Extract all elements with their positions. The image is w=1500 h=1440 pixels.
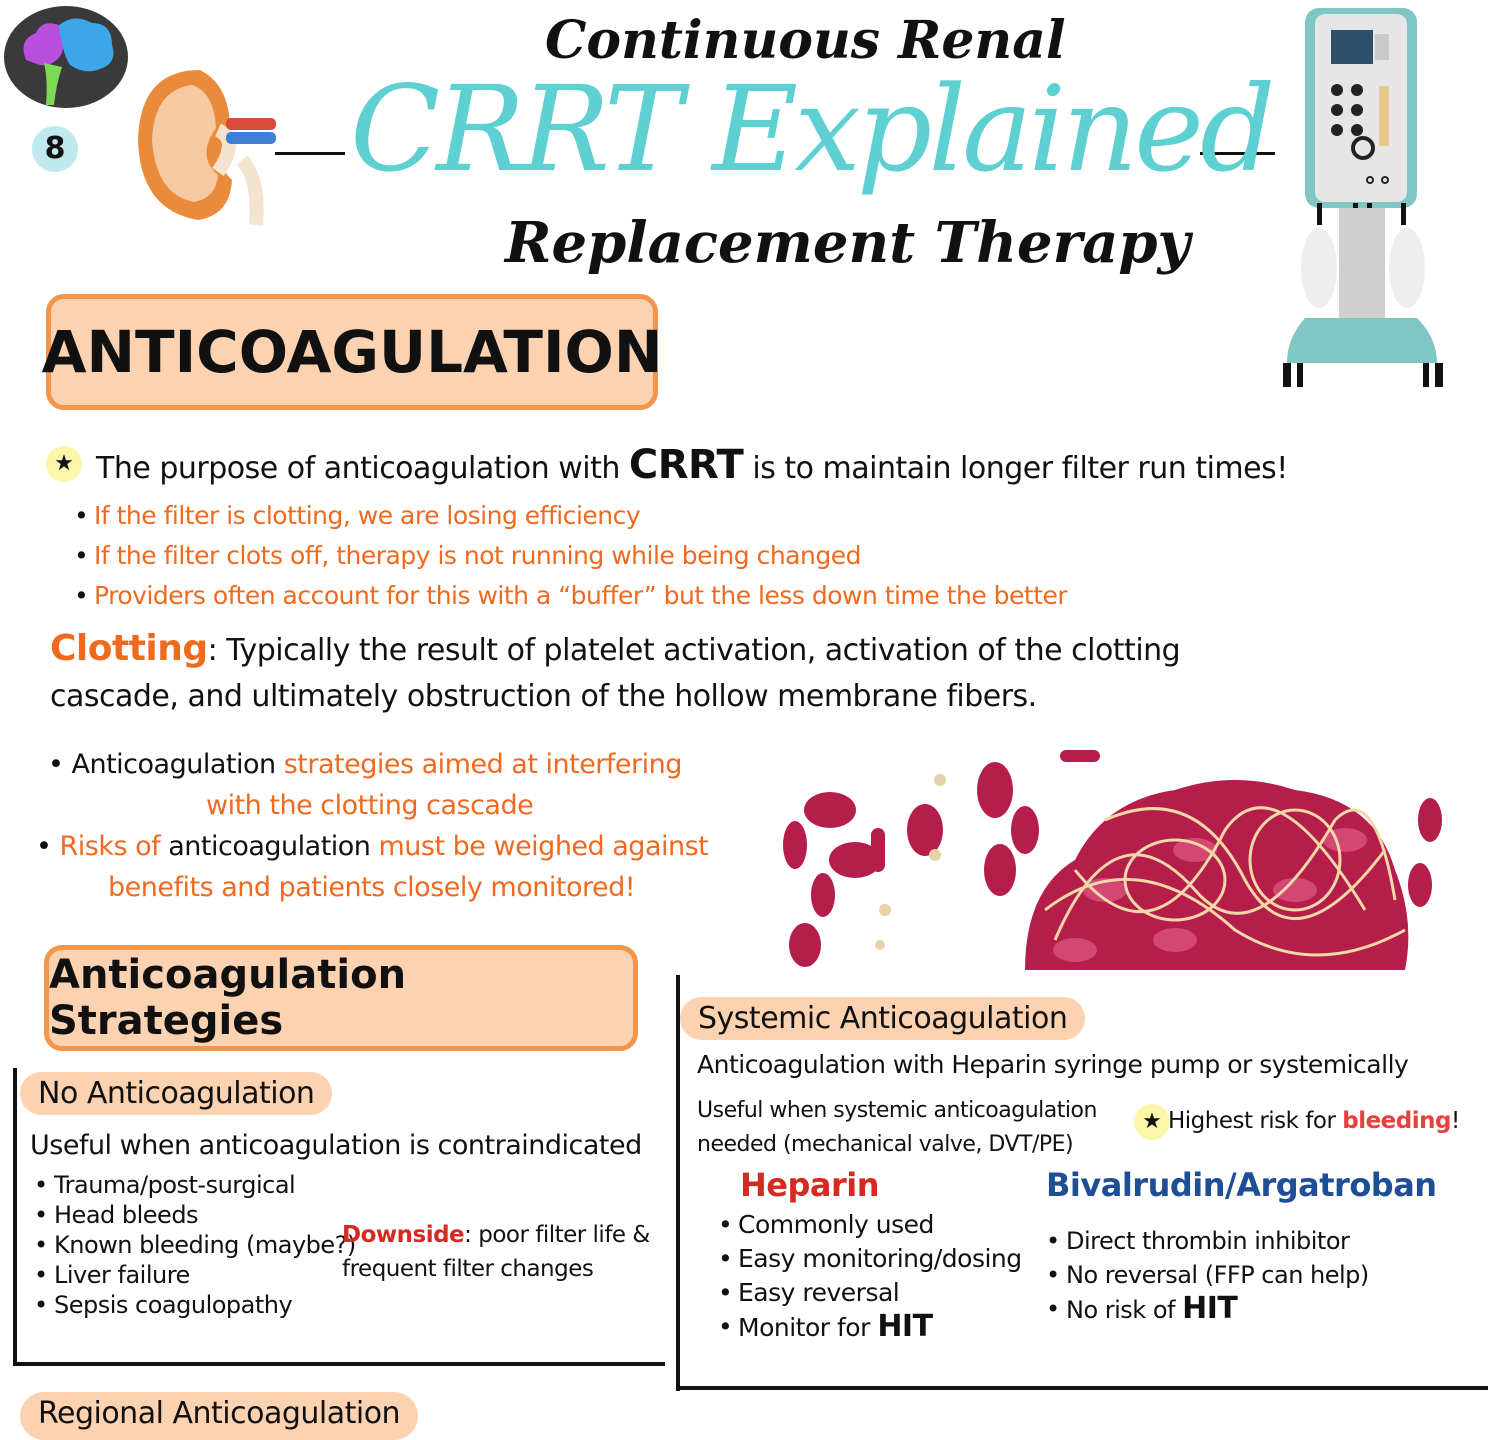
note-2-line-1: • Risks of anticoagulation must be weighed against: [36, 831, 709, 862]
list-item: • Head bleeds: [32, 1200, 356, 1230]
risk-text: Highest risk for: [1168, 1108, 1343, 1134]
page-number: 8: [32, 126, 78, 172]
list-item: [716, 1310, 1022, 1345]
purpose-text-after: is to maintain longer filter run times!: [743, 451, 1288, 486]
list-item: • No reversal (FFP can help): [1044, 1258, 1369, 1292]
systemic-border-bottom: [676, 1386, 1488, 1390]
list-item: • If the filter clots off, therapy is not running while being changed: [72, 536, 1067, 576]
downside-line-1: [342, 1218, 650, 1252]
no-anticoag-useful: Useful when anticoagulation is contraindicated: [30, 1130, 642, 1161]
list-item: • Commonly used: [716, 1208, 1022, 1242]
star-icon: ★: [46, 446, 82, 482]
note-1-black: Anticoagulation: [71, 749, 276, 780]
downside-note: [342, 1218, 650, 1286]
title-top-line: Continuous Renal: [545, 10, 1066, 71]
title-rule-left: [275, 152, 345, 155]
bival-title: Bivalrudin/Argatroban: [1046, 1166, 1437, 1204]
list-item: • Known bleeding (maybe?): [32, 1230, 356, 1260]
note-1-line-2: with the clotting cascade: [206, 790, 534, 821]
purpose-statement: [96, 442, 1288, 488]
kidney-illustration: [130, 60, 290, 230]
bival-last-prefix: No risk of: [1066, 1296, 1183, 1324]
risk-end: !: [1450, 1108, 1460, 1134]
heparin-list: [716, 1208, 1022, 1345]
risk-word: bleeding: [1342, 1108, 1451, 1134]
purpose-bullets: [72, 496, 1067, 616]
list-item: • Direct thrombin inhibitor: [1044, 1224, 1369, 1258]
list-item: • Trauma/post-surgical: [32, 1170, 356, 1200]
blood-clot-illustration: [775, 740, 1465, 975]
systemic-title: Systemic Anticoagulation: [680, 997, 1085, 1040]
note-1-line-1: • Anticoagulation strategies aimed at interfering: [48, 749, 682, 780]
strategy-notes: [36, 744, 709, 908]
downside-label: Downside: [342, 1222, 465, 1248]
clotting-term: Clotting: [50, 628, 208, 669]
clotting-text-1: Typically the result of platelet activation, activation of the clotting: [217, 633, 1181, 668]
next-section-title-partial: Regional Anticoagulation: [20, 1392, 418, 1440]
crrt-machine-illustration: [1275, 8, 1450, 393]
systemic-line-1: Anticoagulation with Heparin syringe pump or systemically: [697, 1050, 1409, 1079]
systemic-useful-line-2: needed (mechanical valve, DVT/PE): [697, 1132, 1074, 1157]
note-2-orange-b: must be weighed against: [370, 831, 709, 862]
heparin-last-prefix: Monitor for: [738, 1313, 878, 1342]
clotting-colon: :: [207, 633, 218, 668]
list-item: • Liver failure: [32, 1260, 356, 1290]
list-item: • Easy reversal: [716, 1276, 1022, 1310]
no-anticoag-border-bottom: [13, 1362, 665, 1366]
list-item: • Sepsis coagulopathy: [32, 1290, 356, 1320]
heparin-hit: HIT: [877, 1309, 933, 1344]
bleeding-risk-note: [1168, 1108, 1460, 1134]
clotting-line-2: cascade, and ultimately obstruction of the hollow membrane fibers.: [50, 679, 1037, 714]
list-item: • Easy monitoring/dosing: [716, 1242, 1022, 1276]
star-icon: ★: [1134, 1104, 1170, 1140]
downside-text-1: : poor filter life &: [464, 1222, 650, 1248]
purpose-crrt: CRRT: [628, 442, 744, 488]
bival-hit: HIT: [1182, 1291, 1238, 1326]
note-2-black: anticoagulation: [168, 831, 371, 862]
section-heading-anticoagulation: ANTICOAGULATION: [46, 294, 658, 410]
title-bottom-line: Replacement Therapy: [505, 210, 1191, 276]
list-item: • If the filter is clotting, we are losing efficiency: [72, 496, 1067, 536]
no-anticoag-title: No Anticoagulation: [20, 1072, 332, 1115]
brain-logo-icon: [4, 5, 128, 108]
note-2-orange-a: Risks of: [59, 831, 169, 862]
clotting-line-1: [50, 626, 1180, 674]
heparin-title: Heparin: [740, 1166, 880, 1204]
purpose-text-before: The purpose of anticoagulation with: [96, 451, 629, 486]
note-2-line-2: benefits and patients closely monitored!: [108, 872, 636, 903]
downside-line-2: frequent filter changes: [342, 1256, 594, 1282]
no-anticoag-border-left: [13, 1068, 17, 1366]
systemic-useful-line-1: Useful when systemic anticoagulation: [697, 1098, 1097, 1123]
list-item: • Providers often account for this with a “buffer” but the less down time the better: [72, 576, 1067, 616]
note-1-orange: strategies aimed at interfering: [275, 749, 682, 780]
no-anticoag-list: [32, 1170, 356, 1320]
section-heading-strategies: Anticoagulation Strategies: [44, 945, 638, 1051]
clotting-definition: [50, 626, 1180, 720]
systemic-border-left: [676, 975, 680, 1391]
bival-list: [1044, 1224, 1369, 1327]
systemic-useful: [697, 1094, 1097, 1162]
page-title: CRRT Explained: [350, 60, 1272, 198]
list-item: [1044, 1292, 1369, 1327]
